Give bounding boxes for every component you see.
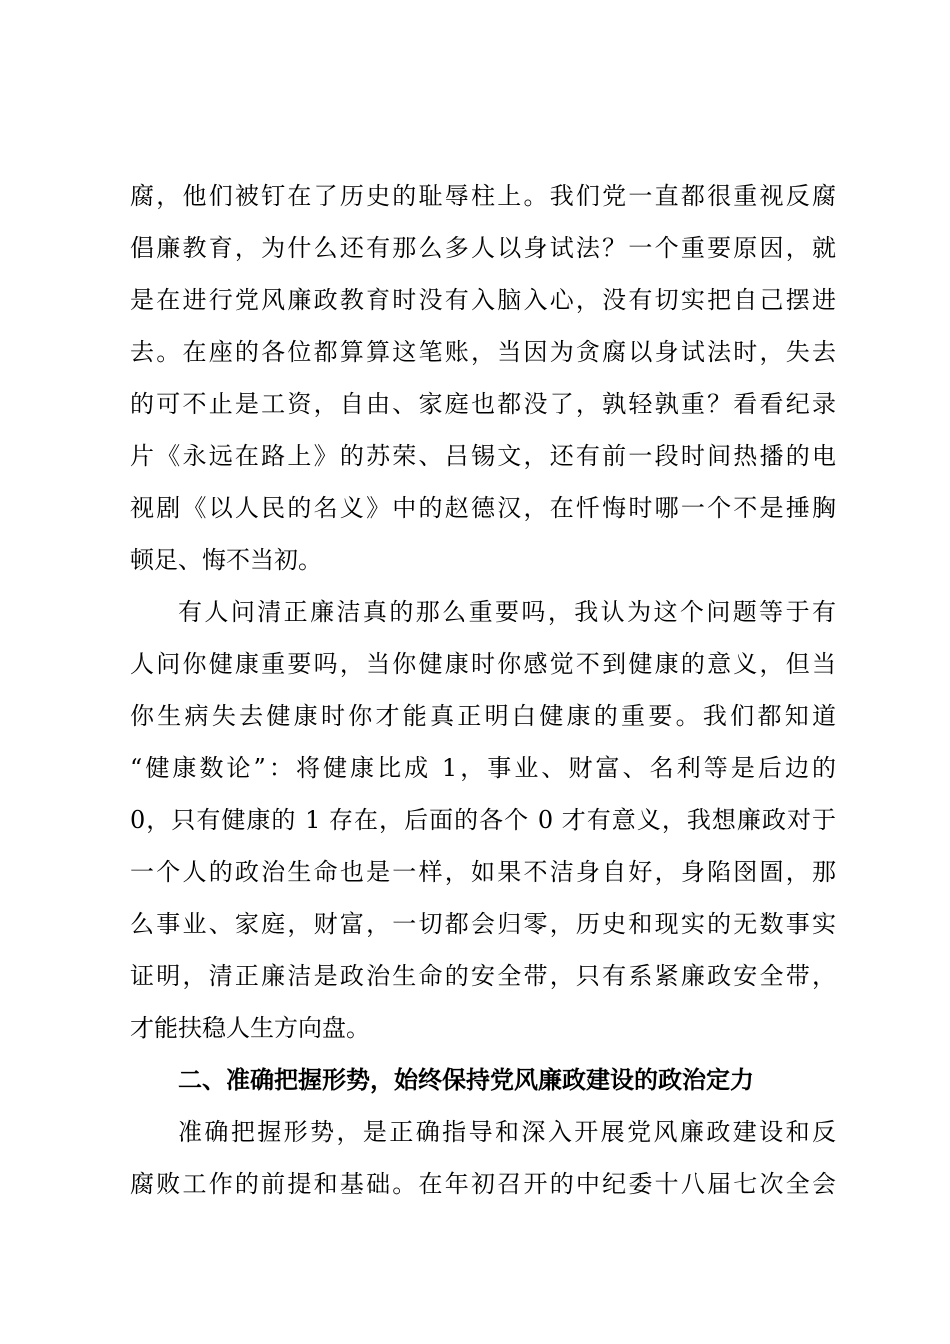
paragraph-line: 是在进行党风廉政教育时没有入脑入心，没有切实把自己摆进 — [130, 286, 836, 314]
paragraph-line: 有人问清正廉洁真的那么重要吗，我认为这个问题等于有 — [178, 598, 836, 626]
paragraph-line: 你生病失去健康时你才能真正明白健康的重要。我们都知道 — [130, 702, 836, 730]
paragraph-line: 去。在座的各位都算算这笔账，当因为贪腐以身试法时，失去 — [130, 338, 836, 366]
paragraph-line: 腐，他们被钉在了历史的耻辱柱上。我们党一直都很重视反腐 — [130, 182, 836, 210]
paragraph-line: 的可不止是工资，自由、家庭也都没了，孰轻孰重？看看纪录 — [130, 390, 836, 418]
paragraph-line: “健康数论”：将健康比成 1，事业、财富、名利等是后边的 — [130, 754, 836, 782]
paragraph-line: 证明，清正廉洁是政治生命的安全带，只有系紧廉政安全带， — [130, 962, 836, 990]
paragraph-line: 视剧《以人民的名义》中的赵德汉，在忏悔时哪一个不是捶胸 — [130, 494, 836, 522]
paragraph-line: 0，只有健康的 1 存在，后面的各个 0 才有意义，我想廉政对于 — [130, 806, 836, 834]
paragraph-line: 准确把握形势，是正确指导和深入开展党风廉政建设和反 — [178, 1118, 836, 1146]
paragraph-line: 才能扶稳人生方向盘。 — [130, 1014, 370, 1042]
paragraph-line: 腐败工作的前提和基础。在年初召开的中纪委十八届七次全会 — [130, 1170, 836, 1198]
paragraph-line: 片《永远在路上》的苏荣、吕锡文，还有前一段时间热播的电 — [130, 442, 836, 470]
paragraph-line: 倡廉教育，为什么还有那么多人以身试法？一个重要原因，就 — [130, 234, 836, 262]
paragraph-line: 么事业、家庭，财富，一切都会归零，历史和现实的无数事实 — [130, 910, 836, 938]
section-heading: 二、准确把握形势，始终保持党风廉政建设的政治定力 — [178, 1066, 754, 1094]
paragraph-line: 人问你健康重要吗，当你健康时你感觉不到健康的意义，但当 — [130, 650, 836, 678]
paragraph-line: 顿足、悔不当初。 — [130, 546, 322, 574]
paragraph-line: 一个人的政治生命也是一样，如果不洁身自好，身陷囹圄，那 — [130, 858, 836, 886]
